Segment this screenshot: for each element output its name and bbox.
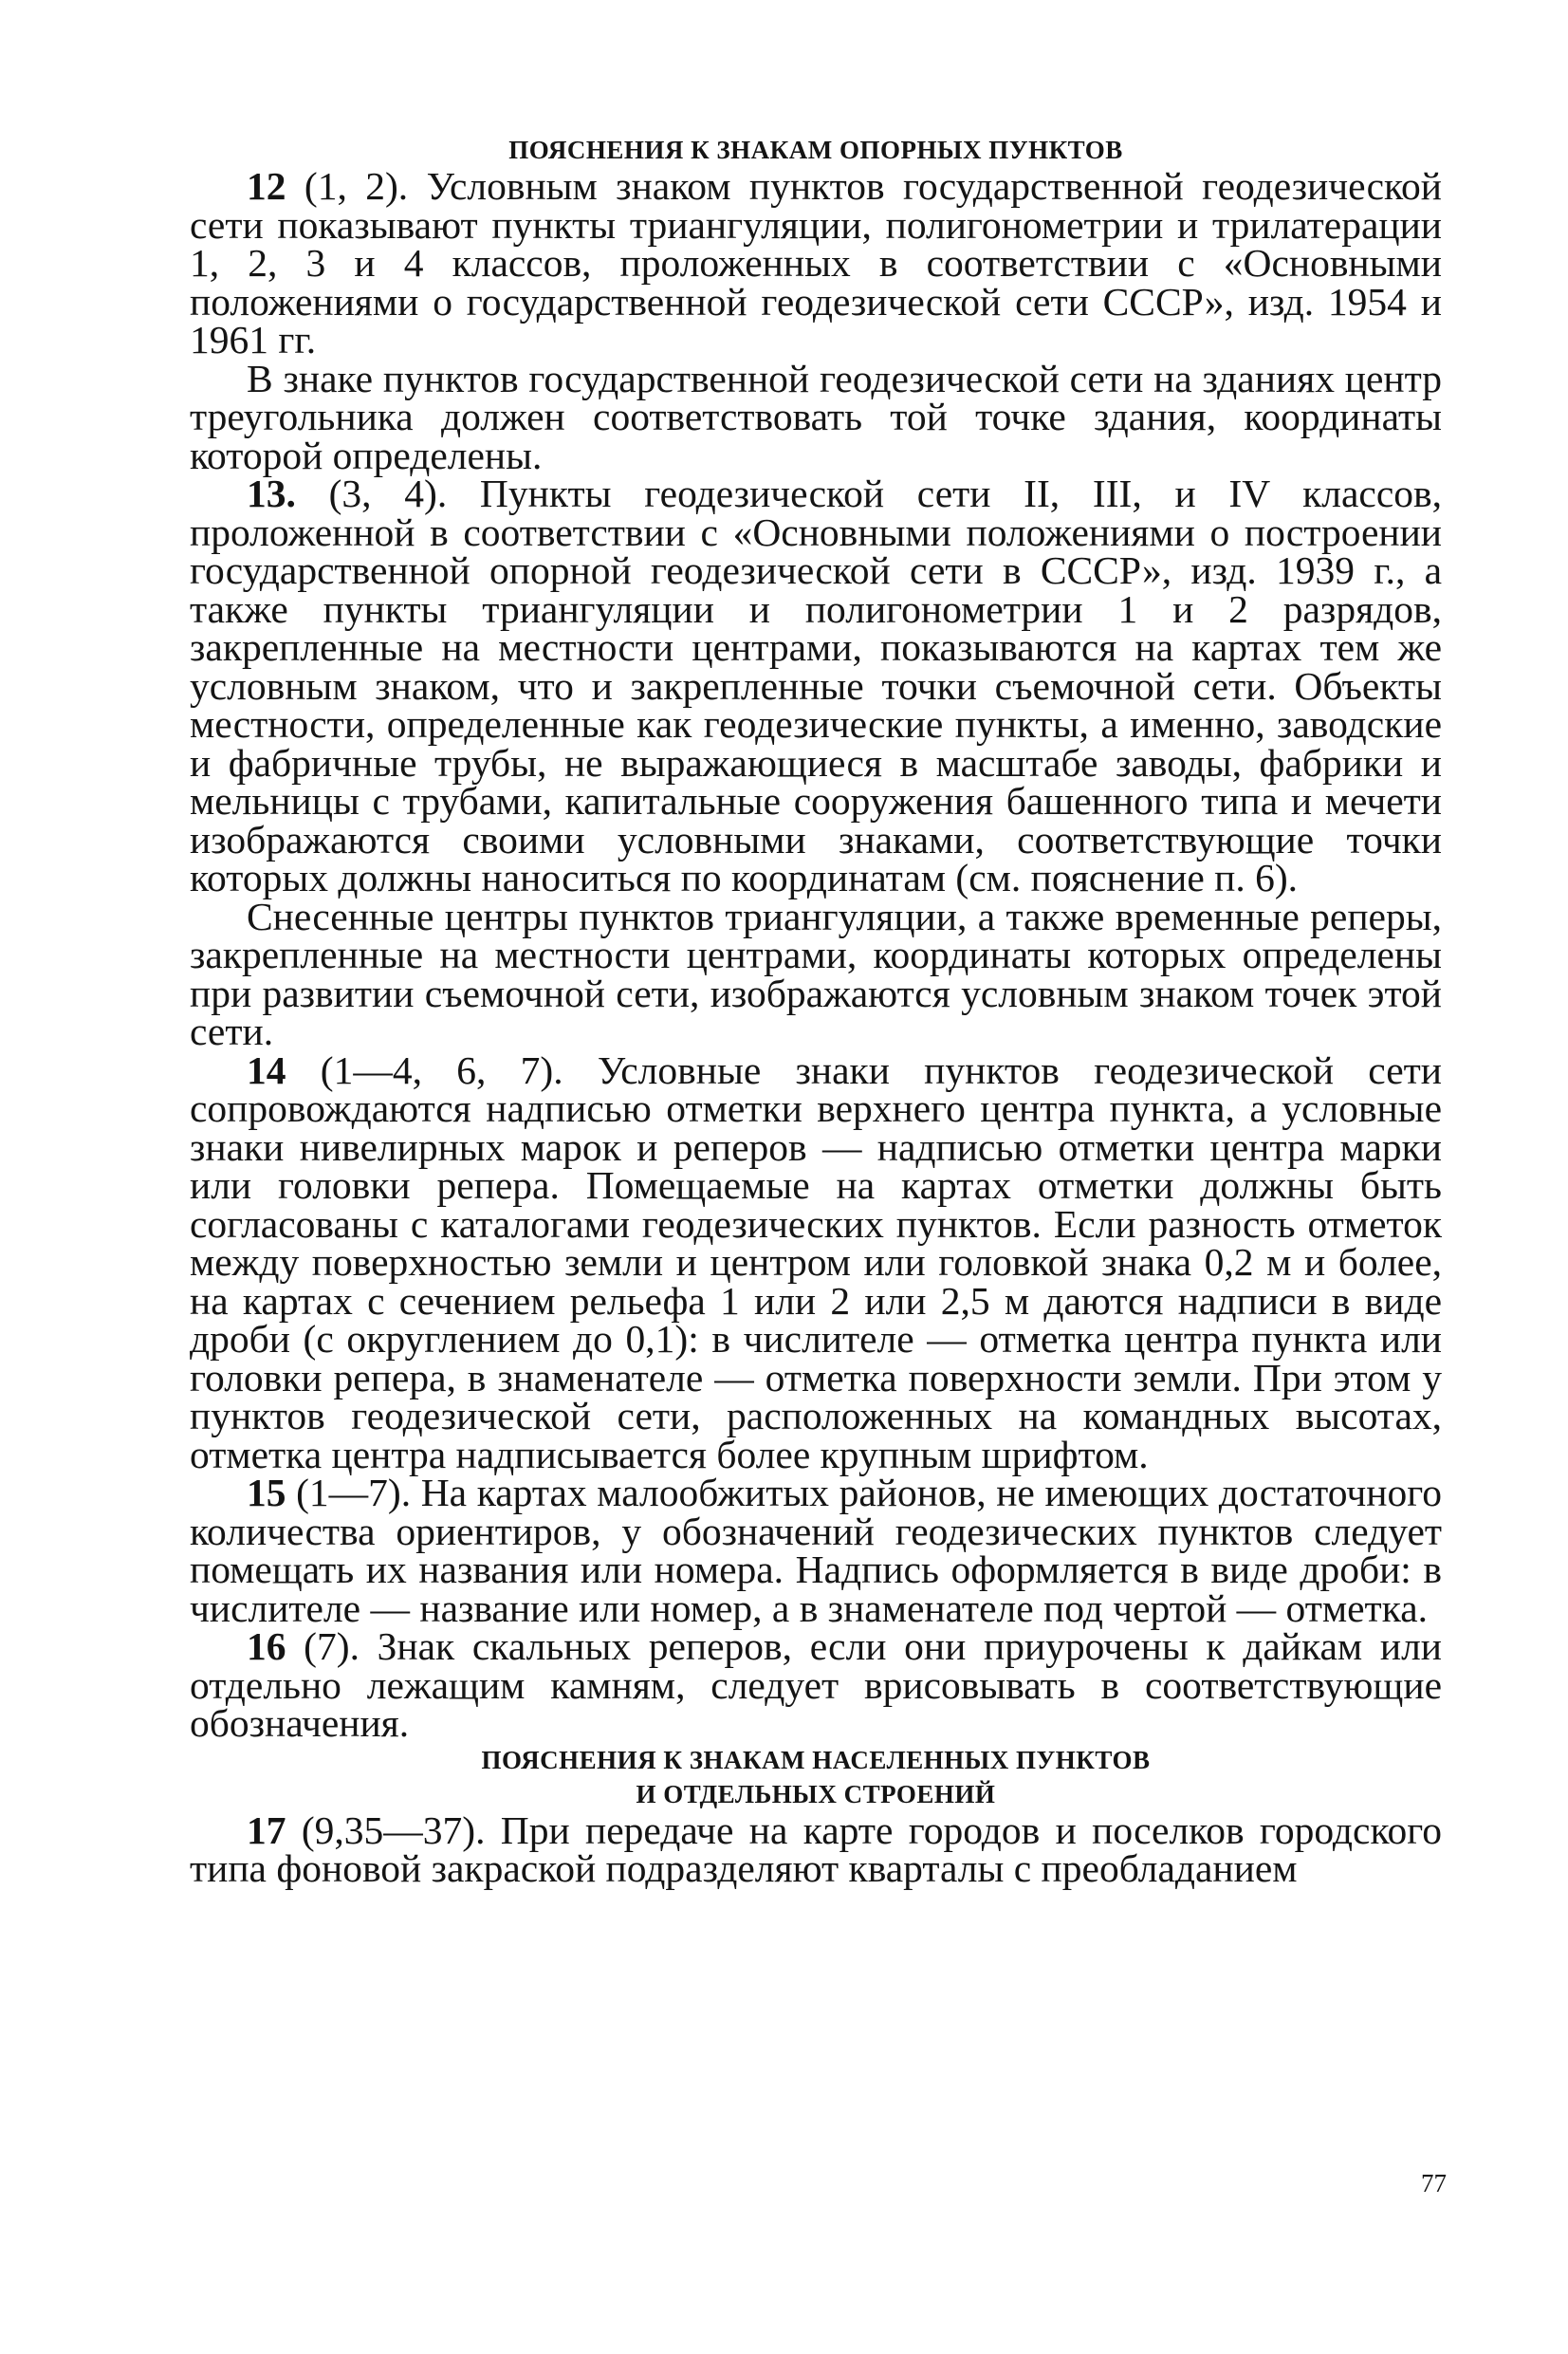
- paragraph-text: (7). Знак скальных реперов, если они приурочены к дайкам или отдельно лежащим камням, следует врисовывать в соответствующие обозначения.: [190, 1624, 1442, 1745]
- paragraph-number: 14: [247, 1047, 286, 1092]
- paragraph-text: (9,35—37). При передаче на карте городов и поселков городского типа фоновой закраской подразделяют кварталы с преобладанием: [190, 1807, 1442, 1890]
- paragraph-text: Снесенные центры пунктов триангуляции, а также временные реперы, закрепленные на местности центрами, координаты которых определены при развитии съемочной сети, изображаются условным знаком точек этой сети.: [190, 894, 1442, 1053]
- page-number: 77: [1421, 2169, 1447, 2197]
- paragraph-number: 15: [247, 1471, 286, 1514]
- paragraph-16: [190, 1624, 1442, 1745]
- paragraph-text: (3, 4). Пункты геодезической сети II, III, и IV классов, проложенной в соответствии с «Основными положениями о построении государственной опорной геодезической сети в СССР», изд. 1939 г., а также пункты триангуляции и полигонометрии 1 и 2 разрядов, закрепленные на местности центрами, показываются на картах тем же условным знаком, что и закрепленные точки съемочной сети. Объекты местности, определенные как геодезические пункты, а именно, заводские и фабричные трубы, не выражающиеся в масштабе заводы, фабрики и мельницы с трубами, капитальные сооружения башенного типа и мечети изображаются своими условными знаками, соответствующие точки которых должны наноситься по координатам (см. пояснение п. 6).: [190, 472, 1442, 899]
- section-title-line-2: И ОТДЕЛЬНЫХ СТРОЕНИЙ: [636, 1779, 996, 1808]
- paragraph-17: [190, 1807, 1442, 1890]
- document-page: [190, 133, 1442, 1888]
- paragraph-13-continued: [190, 894, 1442, 1053]
- paragraph-text: В знаке пунктов государственной геодезической сети на зданиях центр треугольника должен соответствовать той точке здания, координаты которой определены.: [190, 356, 1442, 477]
- paragraph-12-continued: [190, 356, 1442, 477]
- paragraph-12: [190, 164, 1442, 361]
- paragraph-15: [190, 1471, 1442, 1630]
- section-title-reference-points: ПОЯСНЕНИЯ К ЗНАКАМ ОПОРНЫХ ПУНКТОВ: [508, 136, 1123, 164]
- paragraph-number: 16: [247, 1624, 286, 1668]
- paragraph-text: (1—4, 6, 7). Условные знаки пунктов геодезической сети сопровождаются надписью отметки верхнего центра пункта, а условные знаки нивелирных марок и реперов — надписью отметки центра марки или головки репера. Помещаемые на картах отметки должны быть согласованы с каталогами геодезических пунктов. Если разность отметок между поверхностью земли и центром или головкой знака 0,2 м и более, на картах с сечением рельефа 1 или 2 или 2,5 м даются надписи в виде дроби (с округлением до 0,1): в числителе — отметка центра пункта или головки репера, в знаменателе — отметка поверхности земли. При этом у пунктов геодезической сети, расположенных на командных высотах, отметка центра надписывается более крупным шрифтом.: [190, 1047, 1442, 1476]
- paragraph-number: 13.: [247, 472, 296, 515]
- paragraph-text: (1—7). На картах малообжитых районов, не имеющих достаточного количества ориентиров, у обозначений геодезических пунктов следует помещать их названия или номера. Надпись оформляется в виде дроби: в числителе — название или номер, а в знаменателе под чертой — отметка.: [190, 1471, 1442, 1630]
- paragraph-number: 12: [247, 164, 286, 208]
- paragraph-number: 17: [247, 1807, 286, 1852]
- paragraph-text: (1, 2). Условным знаком пунктов государственной геодезической сети показывают пункты триангуляции, полигонометрии и трилатерации 1, 2, 3 и 4 классов, проложенных в соответствии с «Основными положениями о государственной геодезической сети СССР», изд. 1954 и 1961 гг.: [190, 164, 1442, 361]
- section-title-settlements: [190, 1743, 1442, 1811]
- section-title-line-1: ПОЯСНЕНИЯ К ЗНАКАМ НАСЕЛЕННЫХ ПУНКТОВ: [481, 1745, 1151, 1774]
- paragraph-14: [190, 1047, 1442, 1476]
- paragraph-13: [190, 474, 1442, 898]
